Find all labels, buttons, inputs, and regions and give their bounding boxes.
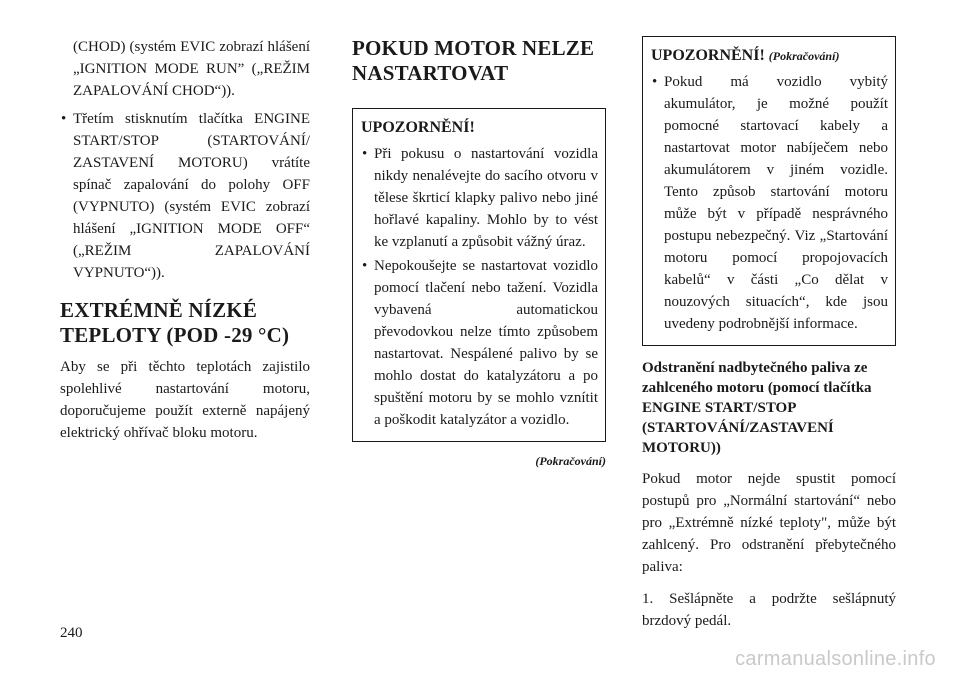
warning-title — [651, 45, 888, 67]
page-number: 240 — [60, 625, 83, 641]
bullet-list — [60, 108, 310, 284]
continued-bullet-text: (CHOD) (systém EVIC zobrazí hlášení „IGNITION MODE RUN” („REŽIM ZAPALOVÁNÍ CHOD“)). — [73, 39, 310, 99]
warning-box — [642, 36, 896, 346]
step-1: 1. Sešlápněte a podržte sešlápnutý brzdový pedál. — [642, 591, 896, 629]
warning-title-text: UPOZORNĚNÍ! — [651, 47, 765, 64]
continued-note: (Pokračování) — [535, 454, 606, 468]
warning-box — [352, 108, 606, 442]
column-right — [642, 36, 896, 632]
warning-title: UPOZORNĚNÍ! — [361, 119, 475, 136]
section-heading-engine-fails: POKUD MOTOR NELZE NASTARTOVAT — [352, 36, 595, 85]
warning-list — [361, 143, 598, 431]
warning-list — [651, 71, 888, 335]
paragraph-flooded: Pokud motor nejde spustit pomocí postupů pro „Normální startování“ nebo pro „Extrémně nízké teploty", může být zahlcený. Pro odstranění přebytečného paliva: — [642, 471, 896, 575]
list-item: • Nepokoušejte se nastartovat vozidlo pomocí tlačení nebo tažení. Vozidla vybavená automatickou převodovkou nelze tímto způsobem nastartovat. Nespálené palivo by se mohlo dostat do katalyzátoru a po spuštění motoru by se mohlo vznítit a poškodit katalyzátor a vozidlo. — [361, 255, 598, 431]
column-middle — [352, 36, 606, 472]
section-heading-extreme-cold: EXTRÉMNĚ NÍZKÉ TEPLOTY (POD -29 °C) — [60, 298, 290, 347]
warning-title-continued: (Pokračování) — [768, 49, 840, 63]
list-item: • Při pokusu o nastartování vozidla nikdy nenalévejte do sacího otvoru v tělese škrticí klapky palivo nebo jiné hořlavé kapaliny. Mohlo by to vést ke vzplanutí a způsobit vážný úraz. — [361, 143, 598, 253]
paragraph-block-heater: Aby se při těchto teplotách zajistilo spolehlivé nastartování motoru, doporučujeme použít externě napájený elektrický ohřívač bloku motoru. — [60, 359, 310, 441]
watermark: carmanualsonline.info — [735, 648, 936, 670]
list-item: • Třetím stisknutím tlačítka ENGINE START/STOP (STARTOVÁNÍ/ ZASTAVENÍ MOTORU) vrátíte spínač zapalování do polohy OFF (VYPNUTO) (systém EVIC zobrazí hlášení „IGNITION MODE OFF“ („REŽIM ZAPALOVÁNÍ VYPNUTO“)). — [60, 108, 310, 284]
subheading-flooded-engine: Odstranění nadbytečného paliva ze zahlceného motoru (pomocí tlačítka ENGINE START/STOP (STARTOVÁNÍ/ZASTAVENÍ MOTORU)) — [642, 360, 872, 456]
column-left — [60, 36, 310, 444]
list-item: • Pokud má vozidlo vybitý akumulátor, je možné použít pomocné startovací kabely a nastartovat motor nabíječem nebo akumulátorem v jiném vozidle. Tento způsob startování motoru může být v případě nesprávného postupu nebezpečný. Viz „Startování motoru pomocí propojovacích kabelů“ v části „Co dělat v nouzových situacích“, kde jsou uvedeny podrobnější informace. — [651, 71, 888, 335]
